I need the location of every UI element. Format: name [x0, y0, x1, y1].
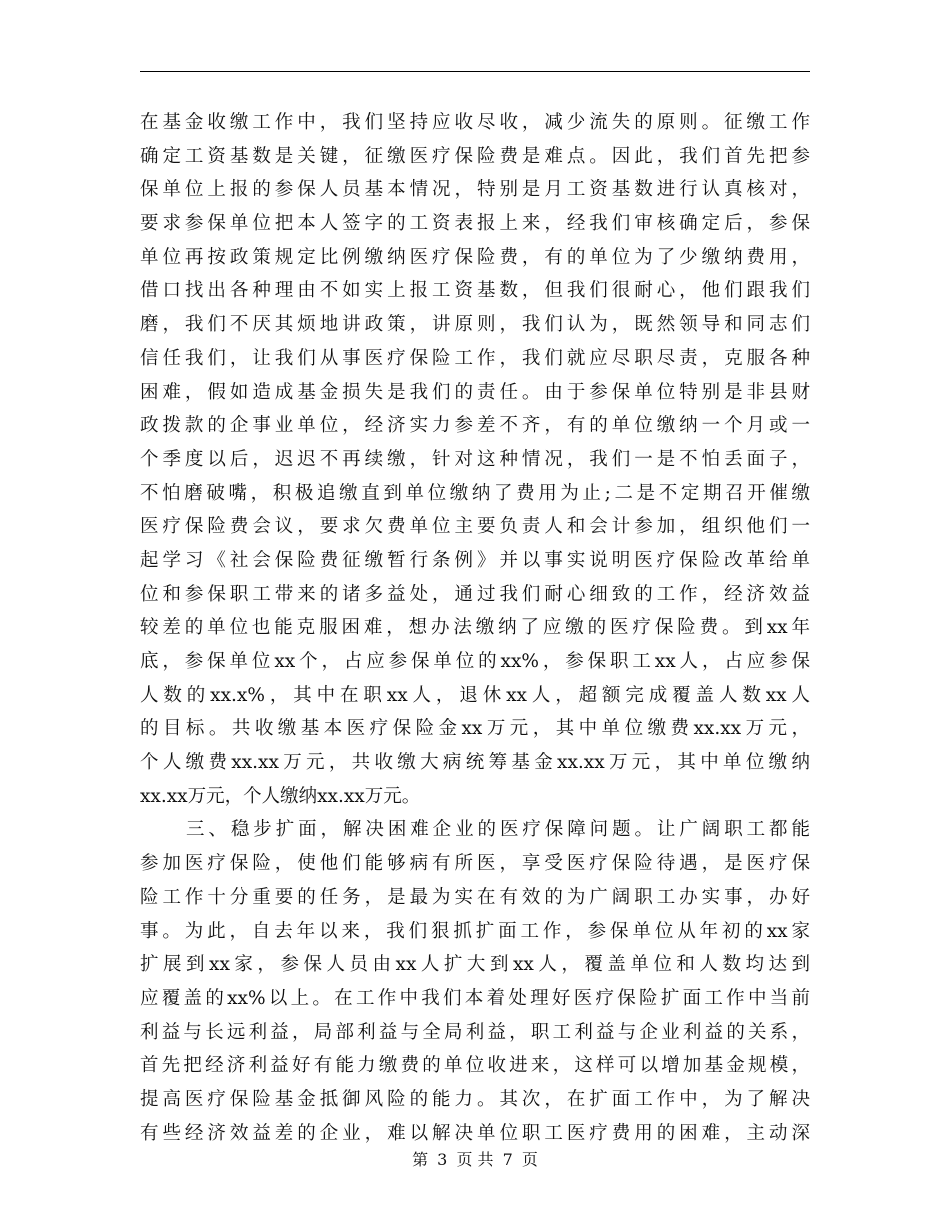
text-line: 人数的xx.x%，其中在职xx人，退休xx人，超额完成覆盖人数xx人	[140, 684, 810, 706]
text-line: 在基金收缴工作中，我们坚持应收尽收，减少流失的原则。征缴工作	[140, 112, 810, 133]
text-line: 险工作十分重要的任务，是最为实在有效的为广阔职工办实事，办好	[140, 886, 810, 908]
text-line: 位和参保职工带来的诸多益处，通过我们耐心细致的工作，经济效益	[140, 583, 810, 605]
text-line: 事。为此，自去年以来，我们狠抓扩面工作，参保单位从年初的xx家	[140, 920, 810, 942]
text-line: 应覆盖的xx%以上。在工作中我们本着处理好医疗保险扩面工作中当前	[140, 987, 810, 1009]
text-line: 扩展到xx家，参保人员由xx人扩大到xx人，覆盖单位和人数均达到	[140, 954, 810, 976]
text-line: 较差的单位也能克服困难，想办法缴纳了应缴的医疗保险费。到xx年	[140, 617, 810, 639]
page-label-middle: 页 共	[456, 1150, 494, 1169]
header-rule	[140, 71, 810, 72]
text-line: 提高医疗保险基金抵御风险的能力。其次，在扩面工作中，为了解决	[140, 1088, 810, 1110]
total-page-count: 7	[502, 1150, 513, 1169]
text-line: 确定工资基数是关键，征缴医疗保险费是难点。因此，我们首先把参	[140, 145, 810, 167]
page-number-footer	[0, 1147, 950, 1170]
text-line: 有些经济效益差的企业，难以解决单位职工医疗费用的困难，主动深	[140, 1122, 810, 1144]
text-line: 信任我们，让我们从事医疗保险工作，我们就应尽职尽责，克服各种	[140, 347, 810, 369]
page-label-prefix: 第	[412, 1150, 429, 1169]
text-line: 的目标。共收缴基本医疗保险金xx万元，其中单位缴费xx.xx万元，	[140, 718, 810, 740]
text-line: 首先把经济利益好有能力缴费的单位收进来，这样可以增加基金规模，	[140, 1055, 810, 1077]
text-line: 借口找出各种理由不如实上报工资基数，但我们很耐心，他们跟我们	[140, 280, 810, 302]
text-line: 底，参保单位xx个，占应参保单位的xx%，参保职工xx人，占应参保	[140, 651, 810, 672]
text-line: 参加医疗保险，使他们能够病有所医，享受医疗保险待遇，是医疗保	[140, 853, 810, 875]
text-line: 政拨款的企事业单位，经济实力参差不齐，有的单位缴纳一个月或一	[140, 415, 810, 437]
page-label-suffix: 页	[521, 1150, 538, 1169]
text-line: 不怕磨破嘴，积极追缴直到单位缴纳了费用为止;二是不定期召开催缴	[140, 482, 810, 504]
text-line: 起学习《社会保险费征缴暂行条例》并以事实说明医疗保险改革给单	[140, 549, 810, 571]
text-line: 个季度以后，迟迟不再续缴，针对这种情况，我们一是不怕丢面子，	[140, 448, 810, 470]
text-line: 个人缴费xx.xx万元，共收缴大病统筹基金xx.xx万元，其中单位缴纳	[140, 752, 810, 774]
text-line: xx.xx万元，个人缴纳xx.xx万元。	[140, 785, 421, 807]
text-line: 磨，我们不厌其烦地讲政策，讲原则，我们认为，既然领导和同志们	[140, 314, 810, 336]
paragraph-start-line: 三、稳步扩面，解决困难企业的医疗保障问题。让广阔职工都能	[186, 819, 810, 841]
body-text	[140, 106, 810, 1150]
text-line: 要求参保单位把本人签字的工资表报上来，经我们审核确定后，参保	[140, 213, 810, 235]
text-line: 困难，假如造成基金损失是我们的责任。由于参保单位特别是非县财	[140, 381, 810, 403]
text-line: 保单位上报的参保人员基本情况，特别是月工资基数进行认真核对，	[140, 179, 810, 201]
text-line: 医疗保险费会议，要求欠费单位主要负责人和会计参加，组织他们一	[140, 516, 810, 538]
text-line: 单位再按政策规定比例缴纳医疗保险费，有的单位为了少缴纳费用，	[140, 246, 810, 268]
text-line: 利益与长远利益，局部利益与全局利益，职工利益与企业利益的关系，	[140, 1021, 810, 1043]
current-page-number: 3	[437, 1150, 448, 1169]
